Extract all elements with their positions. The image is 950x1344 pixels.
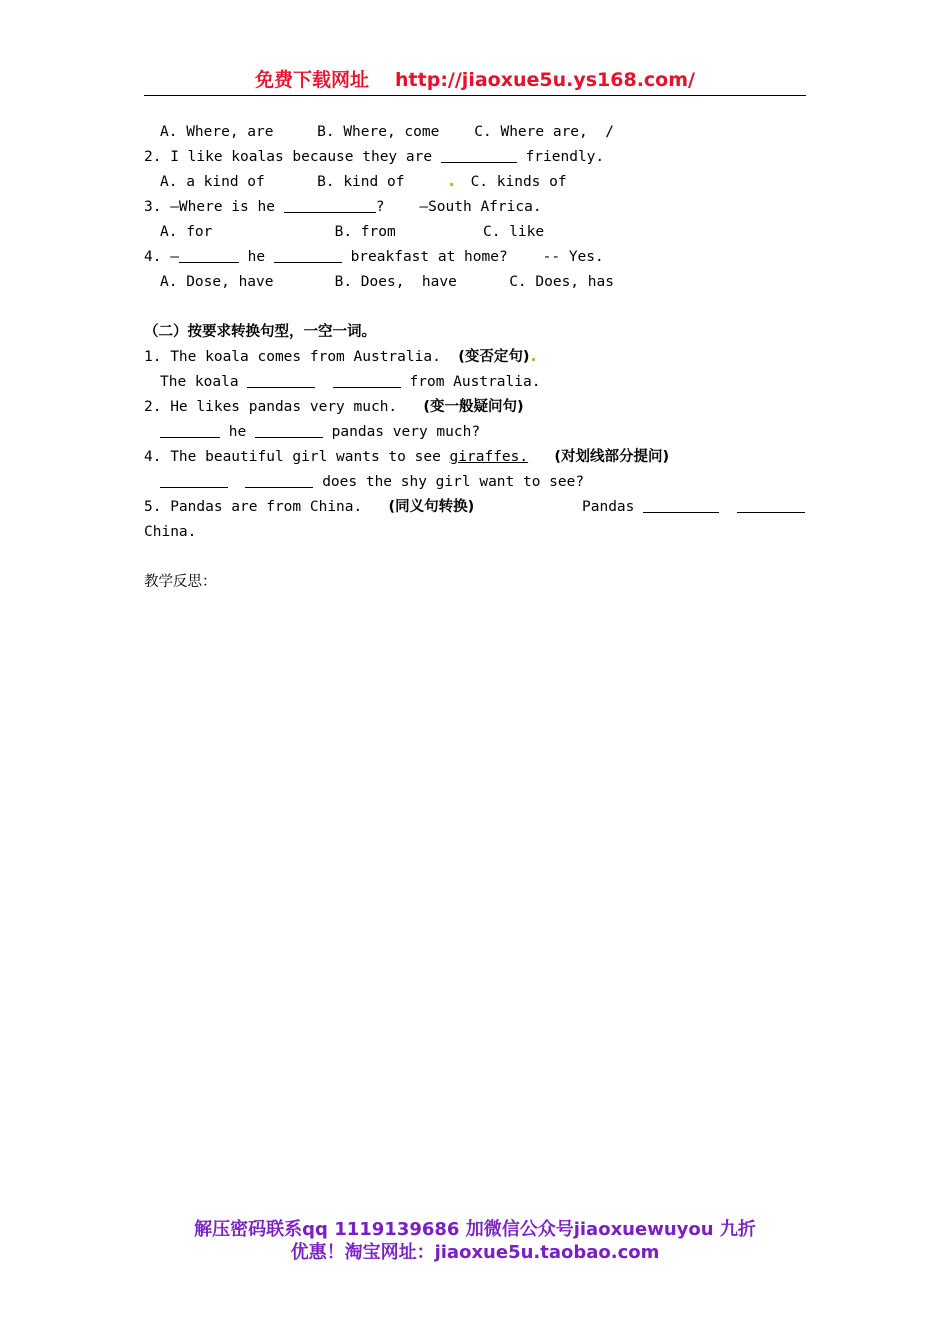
header-divider [144, 95, 806, 96]
s1-answer-start: The koala [160, 374, 248, 390]
stray-mark [450, 183, 453, 186]
s5-answer-start: Pandas [582, 499, 635, 515]
answer-blank [247, 373, 315, 388]
s4-hint: (对划线部分提问) [554, 449, 670, 465]
q3-end-text: ? —South Africa. [375, 199, 542, 215]
part2-title: （二）按要求转换句型，一空一词。 [144, 324, 376, 340]
s1-answer-end: from Australia. [400, 374, 541, 390]
q2-text: 2. I like koalas because they are [144, 149, 433, 165]
sentence-1 [144, 345, 806, 370]
header-label: 免费下载网址 [255, 69, 370, 91]
sentence-4-answer [144, 470, 806, 495]
q4-options: A. Dose, have B. Does, have C. Does, has [160, 274, 614, 290]
s5-hint: (同义句转换) [388, 499, 475, 515]
answer-blank [160, 423, 220, 438]
q4-end: breakfast at home? -- Yes. [341, 249, 604, 265]
question-3 [144, 195, 806, 220]
header-url[interactable]: http://jiaoxue5u.ys168.com/ [395, 69, 695, 91]
footer-line-1: 解压密码联系qq 1119139686 加微信公众号jiaoxuewuyou 九折 [194, 1219, 756, 1240]
answer-blank [737, 498, 805, 513]
page-footer [140, 1218, 810, 1264]
answer-blank [245, 473, 313, 488]
answer-blank [333, 373, 401, 388]
q4-mid: he [238, 249, 274, 265]
q2-options-ab: A. a kind of B. kind of [160, 174, 405, 190]
s2-text: 2. He likes pandas very much. [144, 399, 424, 415]
sentence-4 [144, 445, 806, 470]
q3-options: A. for B. from C. like [160, 224, 545, 240]
q2-options [144, 170, 806, 195]
q3-text: 3. —Where is he [144, 199, 275, 215]
sentence-2-answer [144, 420, 806, 445]
spacer [144, 295, 806, 320]
sentence-1-answer [144, 370, 806, 395]
s2-hint: (变一般疑问句) [423, 399, 524, 415]
s4-text: 4. The beautiful girl wants to see [144, 449, 450, 465]
teaching-reflection: 教学反思： [144, 574, 217, 590]
footer-line-2: 优惠！淘宝网址：jiaoxue5u.taobao.com [290, 1242, 660, 1263]
q1-options: A. Where, are B. Where, come C. Where are, / [160, 124, 614, 140]
q2-end-text: friendly. [525, 149, 605, 165]
spacer [144, 545, 806, 570]
answer-blank [255, 423, 323, 438]
answer-blank [179, 248, 239, 263]
answer-blank [643, 498, 719, 513]
page-header [144, 66, 806, 94]
answer-blank [441, 148, 517, 163]
sentence-5 [144, 495, 806, 520]
s2-answer-mid: he [220, 424, 255, 440]
answer-blank [160, 473, 228, 488]
q2-option-c: C. kinds of [470, 174, 567, 190]
sentence-5-cont: China. [144, 524, 197, 540]
s1-hint: (变否定句) [458, 349, 530, 365]
question-4 [144, 245, 806, 270]
sentence-2 [144, 395, 806, 420]
s1-text: 1. The koala comes from Australia. [144, 349, 459, 365]
s4-underlined-word: giraffes. [449, 449, 529, 465]
stray-mark [532, 358, 535, 361]
exercise-body [144, 120, 806, 595]
s5-text: 5. Pandas are from China. [144, 499, 389, 515]
s2-answer-end: pandas very much? [322, 424, 481, 440]
s4-answer-end: does the shy girl want to see? [313, 474, 585, 490]
q4-start: 4. — [144, 249, 179, 265]
answer-blank [274, 248, 342, 263]
s5-answer [582, 495, 805, 520]
answer-blank [284, 198, 376, 213]
question-2 [144, 145, 806, 170]
